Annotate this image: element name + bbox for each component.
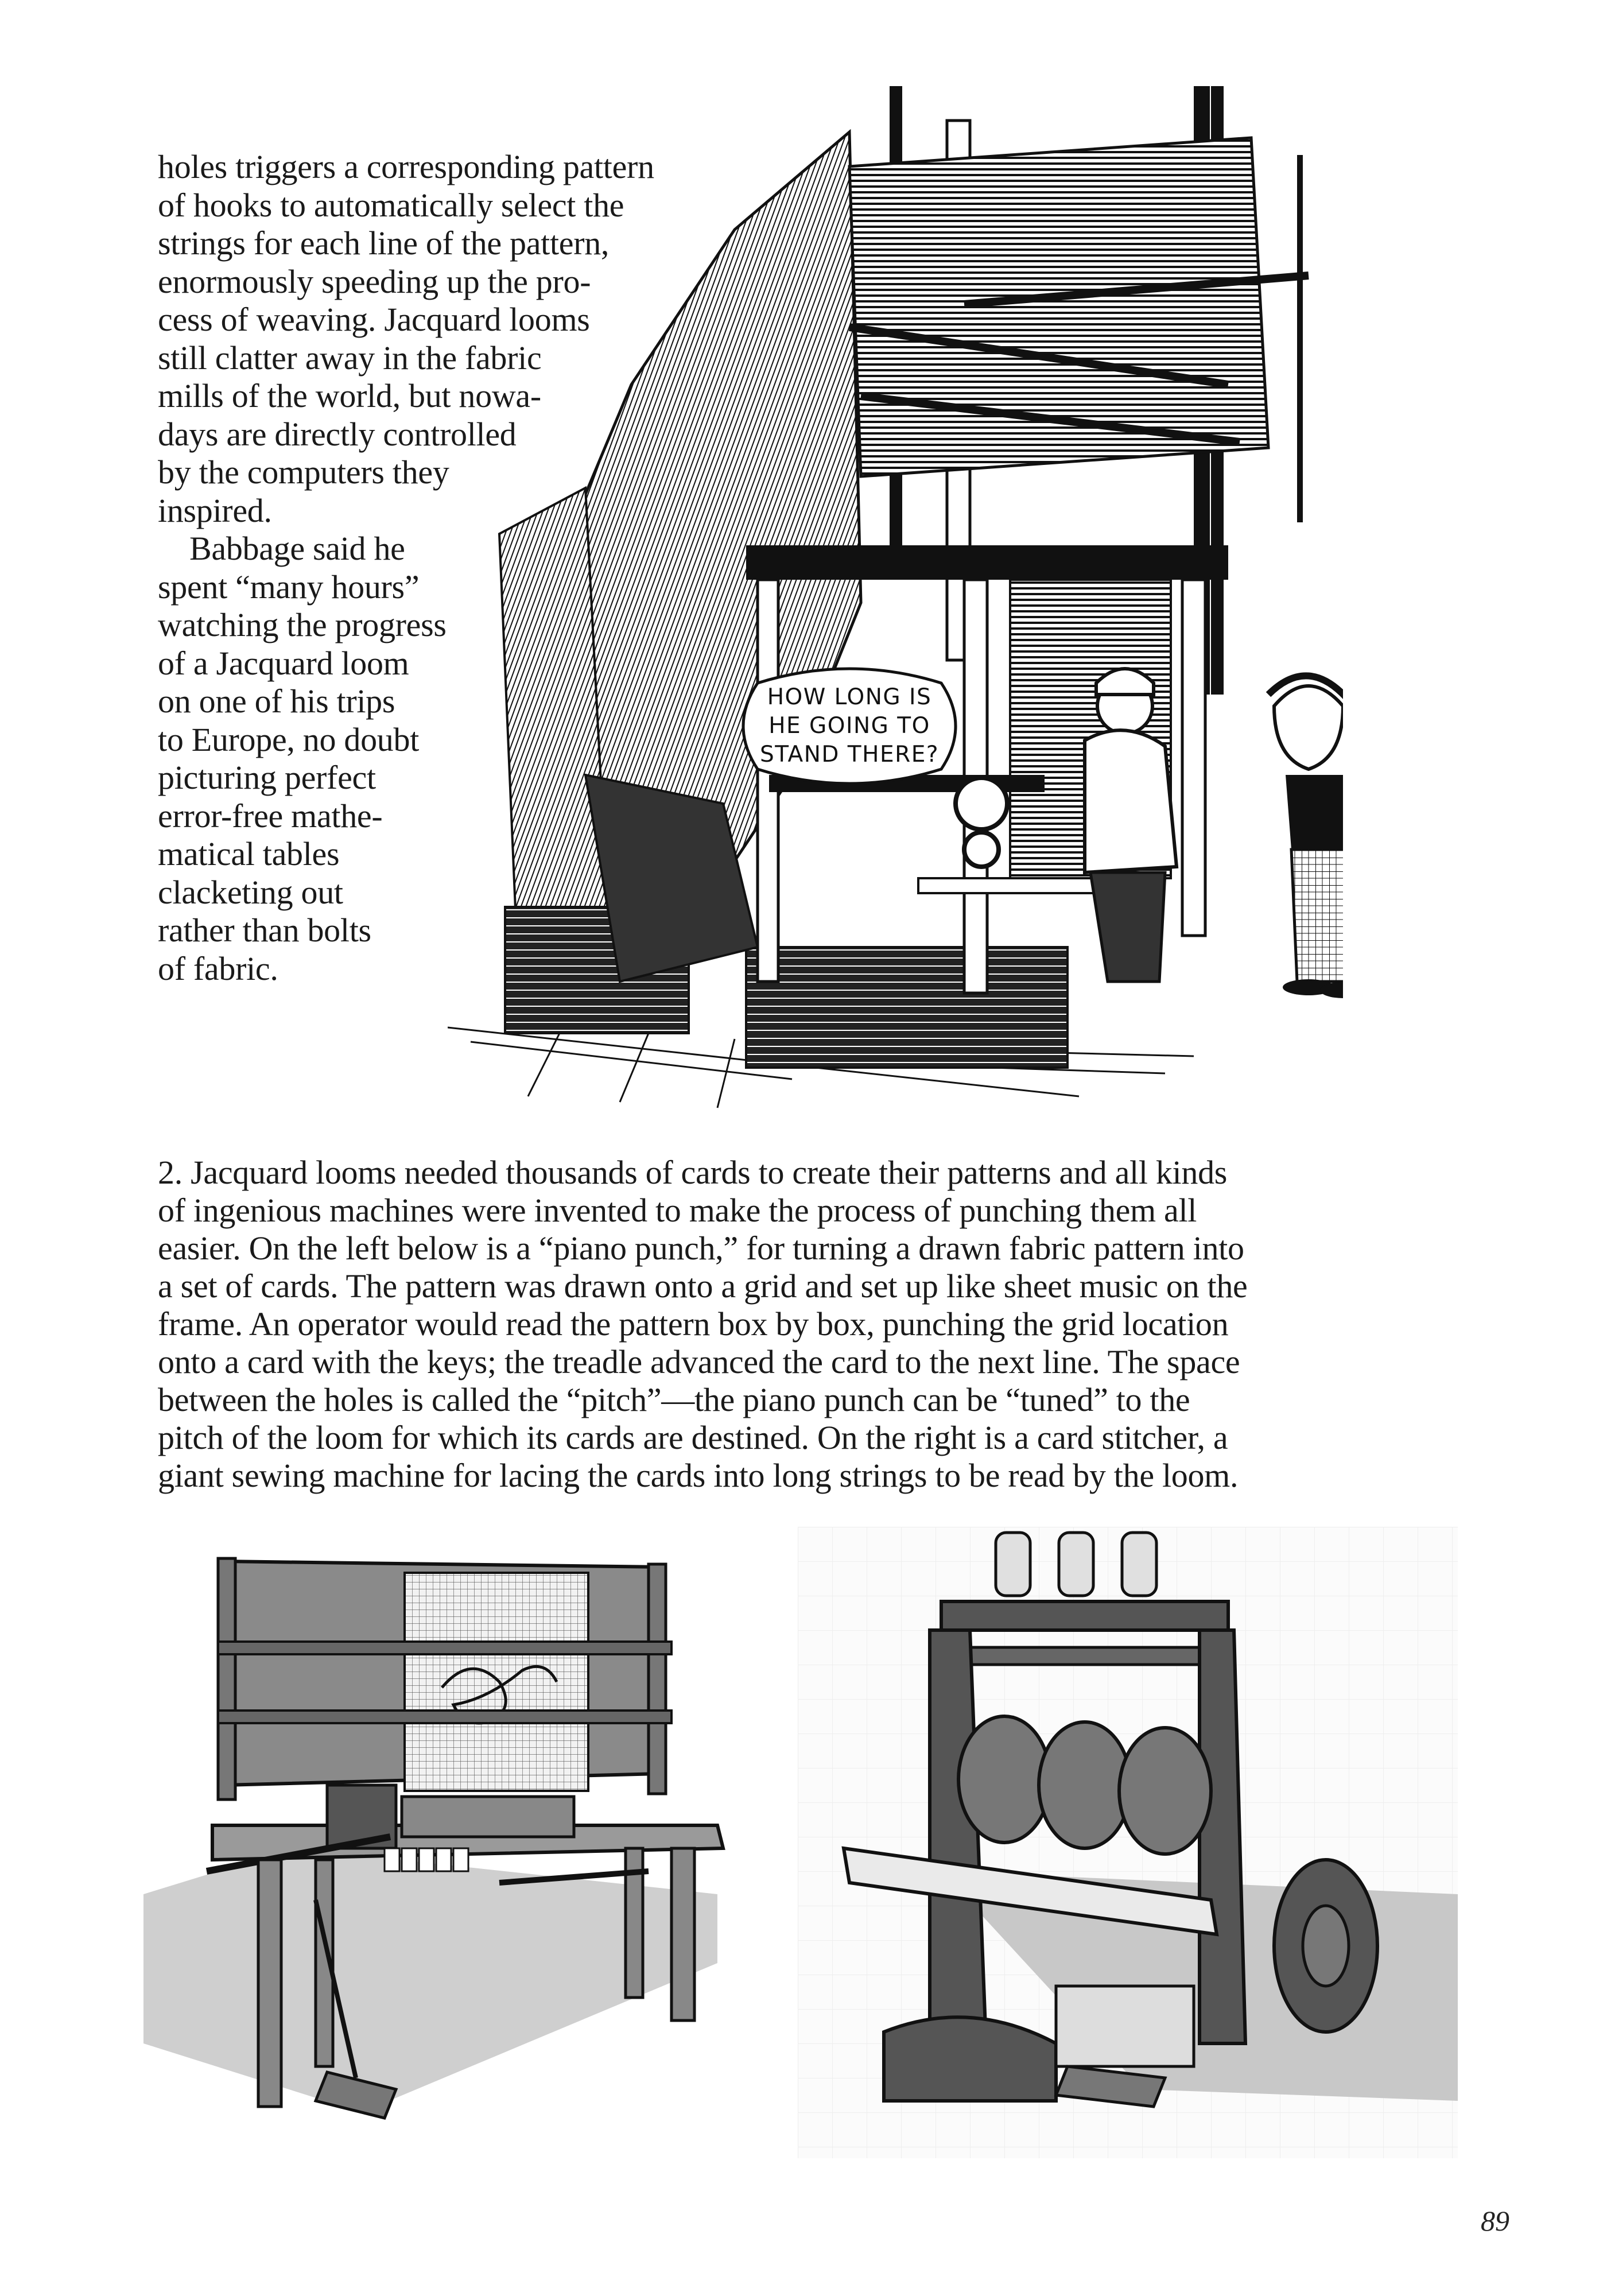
text-line: cess of weaving. Jacquard looms <box>158 301 590 338</box>
text-line: by the computers they <box>158 453 449 491</box>
text-line: picturing perfect <box>158 759 376 796</box>
bubble-line: HE GOING TO <box>768 713 930 739</box>
text-line: 2. Jacquard looms needed thousands of cards to create their patterns and all kinds <box>158 1154 1228 1191</box>
text-line: of hooks to automatically select the <box>158 186 624 224</box>
text-line: watching the progress <box>158 606 447 643</box>
text-line: between the holes is called the “pitch”—the piano punch can be “tuned” to the <box>158 1381 1190 1418</box>
text-line: to Europe, no doubt <box>158 720 420 758</box>
bubble-line: STAND THERE? <box>759 742 940 767</box>
text-line: of fabric. <box>158 949 278 987</box>
piano-punch-illustration <box>143 1527 746 2158</box>
text-line: of a Jacquard loom <box>158 644 409 682</box>
text-line: pitch of the loom for which its cards are destined. On the right is a card stitcher, a <box>158 1419 1228 1456</box>
text-line: matical tables <box>158 835 340 872</box>
text-line: giant sewing machine for lacing the cards into long strings to be read by the loom. <box>158 1457 1239 1494</box>
text-line: holes triggers a corresponding pattern <box>158 148 654 185</box>
intro-paragraph <box>158 148 778 988</box>
text-line: of ingenious machines were invented to make the process of punching them all <box>158 1192 1197 1229</box>
text-line: mills of the world, but nowa- <box>158 377 541 414</box>
page-number: 89 <box>1481 2205 1509 2237</box>
note-paragraph <box>158 1154 1466 1495</box>
text-line: error-free mathe- <box>158 797 383 835</box>
text-line: easier. On the left below is a “piano punch,” for turning a drawn fabric pattern into <box>158 1230 1244 1267</box>
text-line: a set of cards. The pattern was drawn onto a grid and set up like sheet music on the <box>158 1267 1248 1305</box>
text-line: still clatter away in the fabric <box>158 339 542 377</box>
text-line: onto a card with the keys; the treadle advanced the card to the next line. The space <box>158 1343 1240 1380</box>
text-line: inspired. <box>158 491 272 529</box>
bubble-line: HOW LONG IS <box>767 684 932 710</box>
card-stitcher-illustration <box>798 1527 1458 2158</box>
text-line: enormously speeding up the pro- <box>158 262 591 300</box>
text-line: spent “many hours” <box>158 568 420 606</box>
text-line: days are directly controlled <box>158 415 517 453</box>
speech-bubble-text <box>760 683 939 769</box>
text-line: Babbage said he <box>189 530 405 567</box>
onlooker-figure <box>1268 676 1343 998</box>
text-line: clacketing out <box>158 873 343 911</box>
text-line: rather than bolts <box>158 912 371 949</box>
text-line: strings for each line of the pattern, <box>158 224 610 262</box>
text-line: on one of his trips <box>158 682 395 720</box>
text-line: frame. An operator would read the pattern box by box, punching the grid location <box>158 1305 1229 1343</box>
